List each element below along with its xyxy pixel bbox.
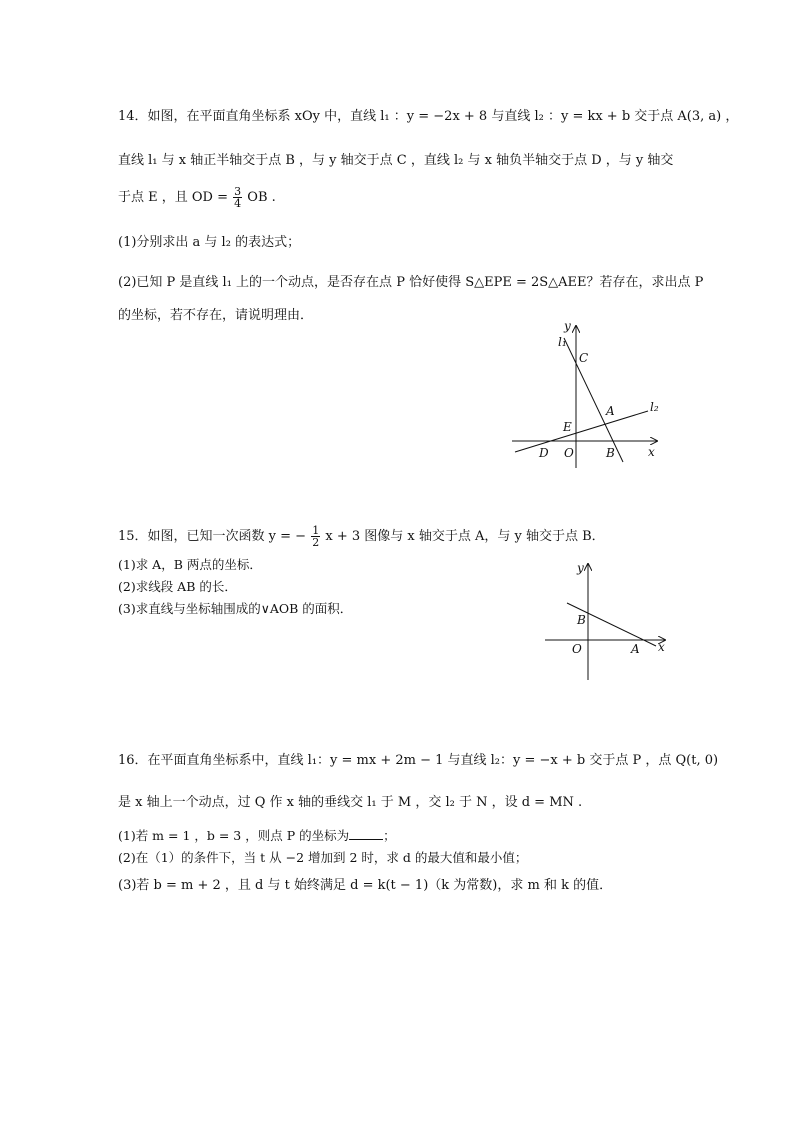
q16-line1: 16．在平面直角坐标系中，直线 l₁：y = mx + 2m − 1 与直线 l₂：y = −x + b 交于点 P ，点 Q(t, 0) [118, 753, 719, 768]
q14-line3 [118, 186, 276, 209]
q15-figure [540, 560, 675, 685]
q15-line1-post: x + 3 图像与 x 轴交于点 A，与 y 轴交于点 B． [325, 529, 605, 544]
q15-frac-num: 1 [312, 524, 320, 537]
q14-line3-pre: 于点 E ，且 OD = [118, 190, 228, 205]
q14-label-O: O [564, 446, 574, 460]
q14-frac-den: 4 [234, 197, 242, 210]
q14-label-x: x [648, 445, 655, 459]
q14-label-l2: l₂ [650, 400, 659, 414]
q16-part1 [118, 827, 396, 845]
q14-line1: 14．如图，在平面直角坐标系 xOy 中，直线 l₁ ：y = −2x + 8 与直线 l₂ ：y = kx + b 交于点 A(3, a) ， [118, 109, 739, 124]
q14-line-l1 [564, 338, 623, 462]
q14-label-D: D [539, 446, 549, 460]
q15-part2: (2)求线段 AB 的长． [118, 579, 237, 594]
q15-line1-pre: 15．如图，已知一次函数 y = − [118, 529, 307, 544]
answer-blank[interactable] [349, 827, 383, 840]
q15-frac-den: 2 [312, 536, 320, 549]
q14-part2b: 的坐标，若不存在，请说明理由． [118, 308, 314, 323]
q16-part3: (3)若 b = m + 2 ，且 d 与 t 始终满足 d = k(t − 1)（k 为常数)，求 m 和 k 的值． [118, 878, 613, 893]
q14-fraction [233, 186, 242, 209]
q14-line-l2 [515, 411, 648, 452]
q15-label-y: y [577, 561, 584, 575]
q14-figure [500, 316, 675, 476]
q14-part2: (2)已知 P 是直线 l₁ 上的一个动点，是否存在点 P 恰好使得 S△EPE = 2S△AEE？若存在，求出点 P [118, 275, 704, 290]
q15-fraction [311, 525, 320, 548]
q15-part1: (1)求 A，B 两点的坐标． [118, 557, 262, 572]
q15-label-x: x [658, 640, 665, 654]
q14-label-y: y [564, 319, 571, 333]
q14-frac-num: 3 [234, 185, 242, 198]
q16-part1-post: ； [383, 828, 396, 843]
q16-part1-pre: (1)若 m = 1 ，b = 3 ，则点 P 的坐标为 [118, 828, 350, 843]
q14-part1: (1)分别求出 a 与 l₂ 的表达式； [118, 235, 301, 250]
q14-label-B: B [606, 446, 615, 460]
q14-label-A: A [606, 404, 615, 418]
q16-part2: (2)在（1）的条件下，当 t 从 −2 增加到 2 时，求 d 的最大值和最小值； [118, 850, 528, 865]
q14-line2: 直线 l₁ 与 x 轴正半轴交于点 B ，与 y 轴交于点 C ，直线 l₂ 与 x 轴负半轴交于点 D ，与 y 轴交 [118, 153, 674, 168]
q16-line2: 是 x 轴上一个动点，过 Q 作 x 轴的垂线交 l₁ 于 M ，交 l₂ 于 N ，设 d = MN . [118, 795, 583, 810]
q14-label-E: E [563, 420, 572, 434]
q14-label-l1: l₁ [558, 335, 567, 349]
q14-label-C: C [579, 351, 589, 365]
q15-label-A: A [631, 642, 640, 656]
q15-line1 [118, 525, 605, 548]
q14-line3-post: OB . [247, 190, 276, 205]
q15-part3: (3)求直线与坐标轴围成的∨AOB 的面积． [118, 601, 353, 616]
q15-label-O: O [572, 642, 582, 656]
q15-label-B: B [577, 613, 586, 627]
